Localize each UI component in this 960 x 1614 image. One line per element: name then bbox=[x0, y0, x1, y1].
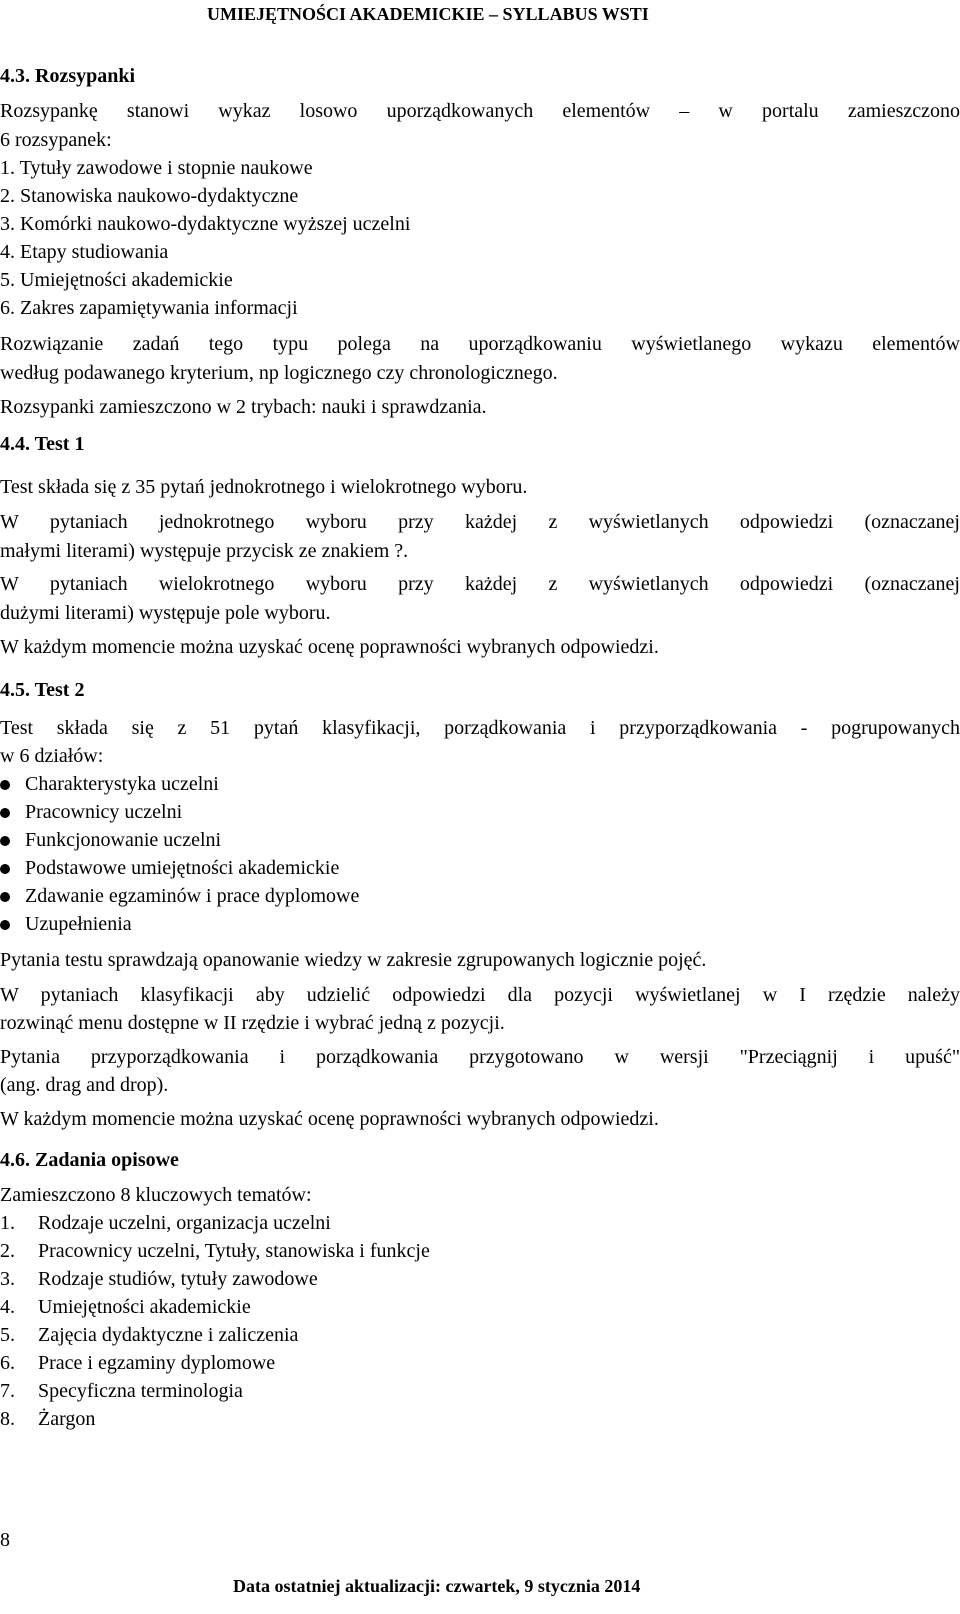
list-text: Żargon bbox=[38, 1408, 96, 1430]
paragraph: W każdym momencie można uzyskać ocenę poprawności wybranych odpowiedzi. bbox=[0, 1108, 659, 1130]
footer-update-date: Data ostatniej aktualizacji: czwartek, 9 stycznia 2014 bbox=[233, 1576, 641, 1596]
bullet-dot bbox=[0, 808, 10, 818]
page-number: 8 bbox=[0, 1529, 10, 1551]
bullet-dot bbox=[0, 920, 10, 930]
bullet-dot bbox=[0, 892, 10, 902]
bullet-text: Funkcjonowanie uczelni bbox=[25, 829, 222, 851]
list-item bbox=[0, 1209, 331, 1237]
running-header: UMIEJĘTNOŚCI AKADEMICKIE – SYLLABUS WSTI bbox=[207, 4, 649, 24]
paragraph-line: według podawanego kryterium, np logicznego czy chronologicznego. bbox=[0, 362, 558, 384]
bullet-dot bbox=[0, 780, 10, 790]
list-text: Specyficzna terminologia bbox=[38, 1380, 243, 1402]
paragraph: Zamieszczono 8 kluczowych tematów: bbox=[0, 1184, 312, 1206]
paragraph-line: W pytaniach jednokrotnego wyboru przy każdej z wyświetlanych odpowiedzi (oznaczanej bbox=[0, 511, 960, 533]
list-number: 4. bbox=[0, 1296, 15, 1318]
list-item: 6. Zakres zapamiętywania informacji bbox=[0, 297, 298, 319]
paragraph-line: 6 rozsypanek: bbox=[0, 129, 112, 151]
list-text: Rodzaje uczelni, organizacja uczelni bbox=[38, 1212, 331, 1234]
list-item bbox=[0, 1405, 95, 1433]
paragraph: Pytania testu sprawdzają opanowanie wiedzy w zakresie zgrupowanych logicznie pojęć. bbox=[0, 949, 707, 971]
paragraph-line: rozwinąć menu dostępne w II rzędzie i wybrać jedną z pozycji. bbox=[0, 1012, 505, 1034]
list-text: Zajęcia dydaktyczne i zaliczenia bbox=[38, 1324, 299, 1346]
list-item: 5. Umiejętności akademickie bbox=[0, 269, 233, 291]
bullet-text: Uzupełnienia bbox=[25, 913, 132, 935]
paragraph-line: dużymi literami) występuje pole wyboru. bbox=[0, 602, 331, 624]
bullet-text: Zdawanie egzaminów i prace dyplomowe bbox=[25, 885, 360, 907]
list-item: 2. Stanowiska naukowo-dydaktyczne bbox=[0, 185, 299, 207]
paragraph-line: W pytaniach wielokrotnego wyboru przy każdej z wyświetlanych odpowiedzi (oznaczanej bbox=[0, 573, 960, 595]
list-number: 6. bbox=[0, 1352, 15, 1374]
paragraph-line: Test składa się z 51 pytań klasyfikacji, porządkowania i przyporządkowania - pogrupowanych bbox=[0, 717, 960, 739]
paragraph-line: (ang. drag and drop). bbox=[0, 1074, 169, 1096]
bullet-item bbox=[0, 910, 700, 938]
list-item bbox=[0, 1349, 275, 1377]
bullet-item bbox=[0, 826, 700, 854]
bullet-dot bbox=[0, 864, 10, 874]
paragraph-line: Rozsypankę stanowi wykaz losowo uporządkowanych elementów – w portalu zamieszczono bbox=[0, 100, 960, 122]
bullet-dot bbox=[0, 836, 10, 846]
paragraph-line: w 6 działów: bbox=[0, 745, 104, 767]
paragraph-line: Rozwiązanie zadań tego typu polega na uporządkowaniu wyświetlanego wykazu elementów bbox=[0, 333, 960, 355]
list-item bbox=[0, 1321, 298, 1349]
bullet-text: Pracownicy uczelni bbox=[25, 801, 183, 823]
list-number: 2. bbox=[0, 1240, 15, 1262]
section-title-rozsypanki: 4.3. Rozsypanki bbox=[0, 65, 136, 87]
paragraph-line: małymi literami) występuje przycisk ze znakiem ?. bbox=[0, 540, 409, 562]
paragraph-line: W pytaniach klasyfikacji aby udzielić odpowiedzi dla pozycji wyświetlanej w I rzędzie należy bbox=[0, 984, 960, 1006]
list-item: 1. Tytuły zawodowe i stopnie naukowe bbox=[0, 157, 313, 179]
list-text: Pracownicy uczelni, Tytuły, stanowiska i funkcje bbox=[38, 1240, 430, 1262]
bullet-item bbox=[0, 798, 700, 826]
list-text: Rodzaje studiów, tytuły zawodowe bbox=[38, 1268, 318, 1290]
paragraph-line: Pytania przyporządkowania i porządkowania przygotowano w wersji "Przeciągnij i upuść" bbox=[0, 1046, 960, 1068]
list-text: Umiejętności akademickie bbox=[38, 1296, 251, 1318]
list-number: 8. bbox=[0, 1408, 15, 1430]
paragraph: Rozsypanki zamieszczono w 2 trybach: nauki i sprawdzania. bbox=[0, 396, 487, 418]
list-item bbox=[0, 1293, 251, 1321]
section-title-zadania-opisowe: 4.6. Zadania opisowe bbox=[0, 1149, 179, 1171]
bullet-item bbox=[0, 882, 700, 910]
list-text: Prace i egzaminy dyplomowe bbox=[38, 1352, 276, 1374]
bullet-text: Podstawowe umiejętności akademickie bbox=[25, 857, 340, 879]
list-number: 3. bbox=[0, 1268, 15, 1290]
list-number: 1. bbox=[0, 1212, 15, 1234]
section-title-test-2: 4.5. Test 2 bbox=[0, 679, 85, 701]
bullet-item bbox=[0, 854, 700, 882]
bullet-item bbox=[0, 770, 700, 798]
list-item: 4. Etapy studiowania bbox=[0, 241, 169, 263]
bullet-text: Charakterystyka uczelni bbox=[25, 773, 219, 795]
bullet-list bbox=[0, 770, 700, 938]
section-title-test-1: 4.4. Test 1 bbox=[0, 433, 85, 455]
list-item: 3. Komórki naukowo-dydaktyczne wyższej uczelni bbox=[0, 213, 411, 235]
paragraph: W każdym momencie można uzyskać ocenę poprawności wybranych odpowiedzi. bbox=[0, 636, 659, 658]
list-item bbox=[0, 1237, 430, 1265]
list-number: 7. bbox=[0, 1380, 15, 1402]
paragraph: Test składa się z 35 pytań jednokrotnego i wielokrotnego wyboru. bbox=[0, 476, 528, 498]
list-item bbox=[0, 1377, 243, 1405]
list-item bbox=[0, 1265, 318, 1293]
list-number: 5. bbox=[0, 1324, 15, 1346]
